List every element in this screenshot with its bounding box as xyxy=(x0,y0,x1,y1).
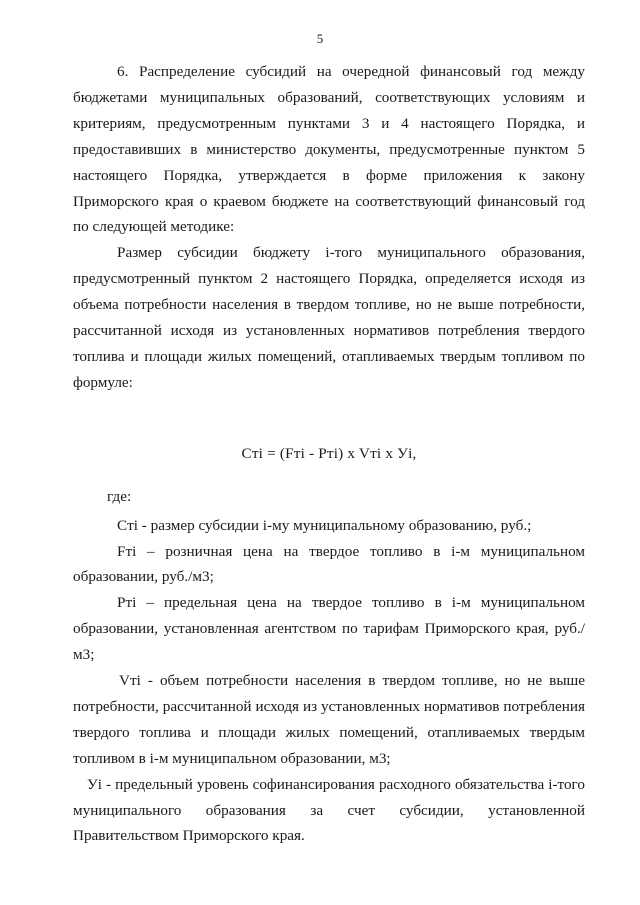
formula-definitions xyxy=(73,513,585,850)
section-6-paragraph: 6. Распределение субсидий на очередной финансовый год между бюджетами муниципальных образований, соответствующих условиям и критериям, предусмотренным пунктами 3 и 4 настоящего Порядка, и предоставивших в министерство документы, предусмотренные пунктом 5 настоящего Порядка, утверждается в форме приложения к закону Приморского края о краевом бюджете на соответствующий финансовый год по следующей методике: xyxy=(73,63,585,236)
definition-pt: Pтi – предельная цена на твердое топливо в i-м муниципальном образовании, установленная агентством по тарифам Приморского края, руб./м3; xyxy=(73,594,585,664)
definition-u: Уi - предельный уровень софинансирования расходного обязательства i-того муниципального образования за счет субсидии, установленной Правительством Приморского края. xyxy=(73,775,585,845)
definition-vt: Vтi - объем потребности населения в твердом топливе, но не выше потребности, рассчитанной исходя из установленных нормативов потребления твердого топлива и площади жилых помещений, отапливаемых твердым топливом в i-м муниципальном образовании, м3; xyxy=(73,672,585,767)
where-label: где: xyxy=(107,487,132,505)
method-paragraph: Размер субсидии бюджету i-того муниципального образования, предусмотренный пунктом 2 настоящего Порядка, определяется исходя из объема потребности населения в твердом топливе, но не выше потребности, рассчитанной исходя из установленных нормативов потребления твердого топлива и площади жилых помещений, отапливаемых твердым топливом по формуле: xyxy=(73,244,585,391)
document-body xyxy=(73,59,585,849)
definition-ft: Fтi – розничная цена на твердое топливо в i-м муниципальном образовании, руб./м3; xyxy=(73,542,585,586)
definition-ct: Cтi - размер субсидии i-му муниципальному образованию, руб.; xyxy=(117,516,532,534)
page-number: 5 xyxy=(316,31,324,46)
subsidy-formula: Cтi = (Fтi - Pтi) x Vтi x Уi, xyxy=(241,444,417,462)
